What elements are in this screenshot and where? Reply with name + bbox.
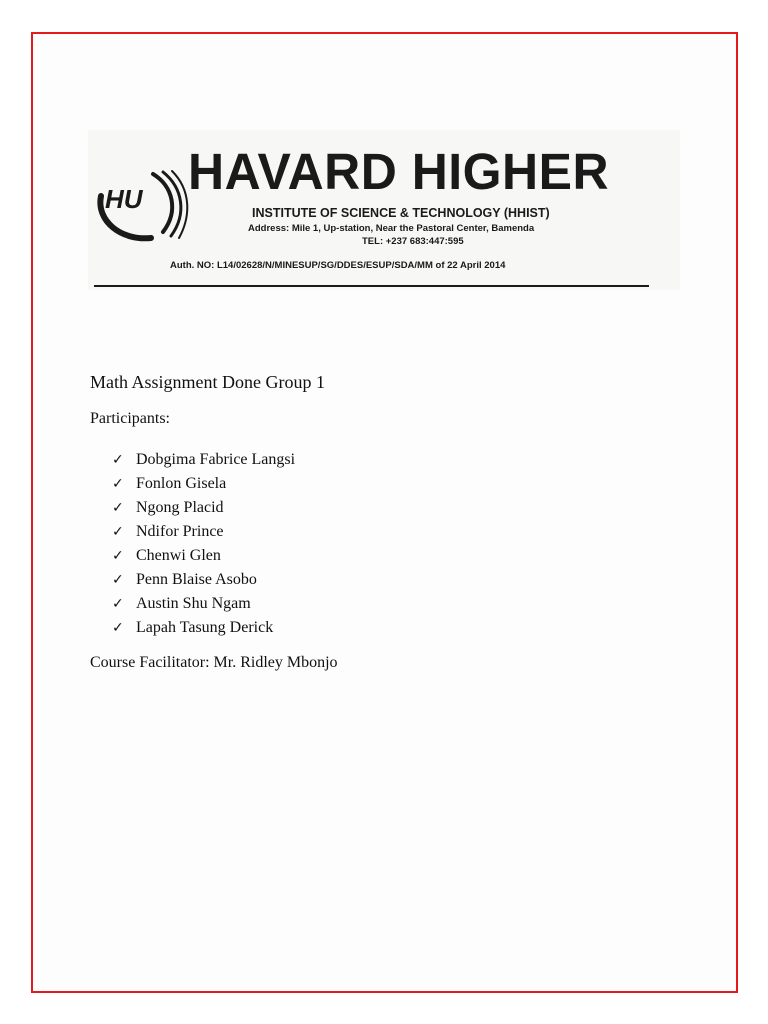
document-title: Math Assignment Done Group 1	[90, 372, 325, 392]
participant-name: Ndifor Prince	[136, 523, 224, 540]
checkmark-icon: ✓	[112, 572, 124, 588]
list-item	[112, 520, 295, 544]
list-item	[112, 544, 295, 568]
institution-name: HAVARD HIGHER	[188, 143, 610, 200]
list-item	[112, 448, 295, 472]
letterhead	[88, 130, 680, 290]
participant-name: Chenwi Glen	[136, 547, 221, 564]
checkmark-icon: ✓	[112, 476, 124, 492]
list-item	[112, 616, 295, 640]
participant-name: Penn Blaise Asobo	[136, 571, 257, 588]
institute-subtitle: INSTITUTE OF SCIENCE & TECHNOLOGY (HHIST)	[252, 206, 550, 220]
list-item	[112, 496, 295, 520]
checkmark-icon: ✓	[112, 620, 124, 636]
checkmark-icon: ✓	[112, 500, 124, 516]
list-item	[112, 592, 295, 616]
institution-logo	[91, 166, 189, 246]
participant-list	[112, 448, 295, 640]
participants-label: Participants:	[90, 410, 170, 427]
checkmark-icon: ✓	[112, 524, 124, 540]
institute-telephone: TEL: +237 683:447:595	[362, 236, 464, 247]
participant-name: Dobgima Fabrice Langsi	[136, 451, 296, 468]
checkmark-icon: ✓	[112, 548, 124, 564]
participant-name: Lapah Tasung Derick	[136, 619, 274, 636]
list-item	[112, 472, 295, 496]
participant-name: Fonlon Gisela	[136, 475, 227, 492]
authorization-number: Auth. NO: L14/02628/N/MINESUP/SG/DDES/ESUP/SDA/MM of 22 April 2014	[170, 260, 506, 271]
course-facilitator: Course Facilitator: Mr. Ridley Mbonjo	[90, 654, 338, 671]
list-item	[112, 568, 295, 592]
institute-address: Address: Mile 1, Up-station, Near the Pastoral Center, Bamenda	[248, 223, 535, 234]
checkmark-icon: ✓	[112, 596, 124, 612]
logo-text: HU	[105, 184, 143, 214]
participant-name: Austin Shu Ngam	[136, 595, 251, 612]
participant-name: Ngong Placid	[136, 499, 224, 516]
letterhead-divider	[94, 285, 649, 287]
checkmark-icon: ✓	[112, 452, 124, 468]
